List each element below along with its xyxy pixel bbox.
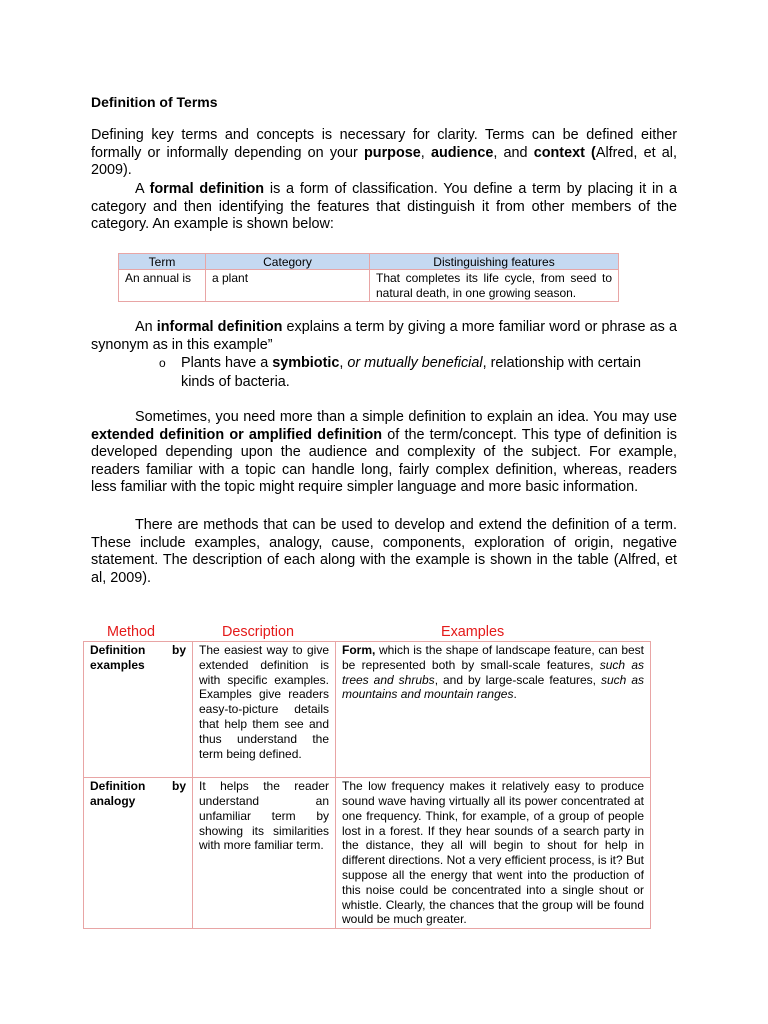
method-column-header: Method — [107, 624, 155, 640]
examples-column-header: Examples — [441, 624, 505, 640]
description-cell: The easiest way to give extended definition is with specific examples. Examples give readers easy-to-picture details that help them see and thus understand the term being defined. — [193, 642, 336, 778]
methods-paragraph: There are methods that can be used to develop and extend the definition of a term. These include examples, analogy, cause, components, exploration of origin, negative statement. The description of each along with the example is shown in the table (Alfred, et al, 2009). — [91, 517, 677, 586]
table-row — [119, 270, 619, 302]
informal-definition-paragraph: An informal definition explains a term by giving a more familiar word or phrase as a synonym as in this example” — [91, 319, 677, 353]
method-cell: Definition by analogy — [84, 778, 193, 929]
header-distinguishing-features: Distinguishing features — [370, 254, 619, 270]
cell-term: An annual is — [119, 270, 206, 302]
table-header-row — [119, 254, 619, 270]
table-row — [84, 642, 651, 778]
description-column-header: Description — [222, 624, 294, 640]
page-title: Definition of Terms — [91, 94, 218, 110]
cell-features: That completes its life cycle, from seed to natural death, in one growing season. — [370, 270, 619, 302]
bullet-marker: o — [159, 356, 166, 370]
example-cell: The low frequency makes it relatively easy to produce sound wave having virtually all its power concentrated at one frequency. Think, for example, of a group of people lost in a forest. If they hear sounds of a search party in the distance, they all will begin to shout for help in different directions. Not a very efficient process, is it? But suppose all the energy that went into the production of this noise could be concentrated into a single shout or whistle. Clearly, the chances that the group will be found would be much greater. — [336, 778, 651, 929]
methods-table — [83, 641, 651, 929]
table-row — [84, 778, 651, 929]
method-cell: Definition by examples — [84, 642, 193, 778]
header-category: Category — [206, 254, 370, 270]
intro-paragraph: Defining key terms and concepts is necessary for clarity. Terms can be defined either formally or informally depending on your purpose, audience, and context (Alfred, et al, 2009). — [91, 127, 677, 179]
cell-category: a plant — [206, 270, 370, 302]
example-bullet: o Plants have a symbiotic, or mutually beneficial, relationship with certain kinds of bacteria. — [159, 355, 641, 390]
header-term: Term — [119, 254, 206, 270]
description-cell: It helps the reader understand an unfamiliar term by showing its similarities with more familiar term. — [193, 778, 336, 929]
formal-definition-table — [118, 253, 619, 302]
example-cell: Form, which is the shape of landscape feature, can best be represented both by small-scale features, such as trees and shrubs, and by large-scale features, such as mountains and mountain ranges. — [336, 642, 651, 778]
extended-definition-paragraph: Sometimes, you need more than a simple definition to explain an idea. You may use extended definition or amplified definition of the term/concept. This type of definition is developed depending upon the audience and complexity of the subject. For example, readers familiar with a topic can handle long, fairly complex definition, whereas, readers less familiar with the topic might require simpler language and more basic information. — [91, 409, 677, 496]
formal-definition-paragraph: A formal definition is a form of classification. You define a term by placing it in a category and then identifying the features that distinguish it from other members of the category. An example is shown below: — [91, 181, 677, 233]
